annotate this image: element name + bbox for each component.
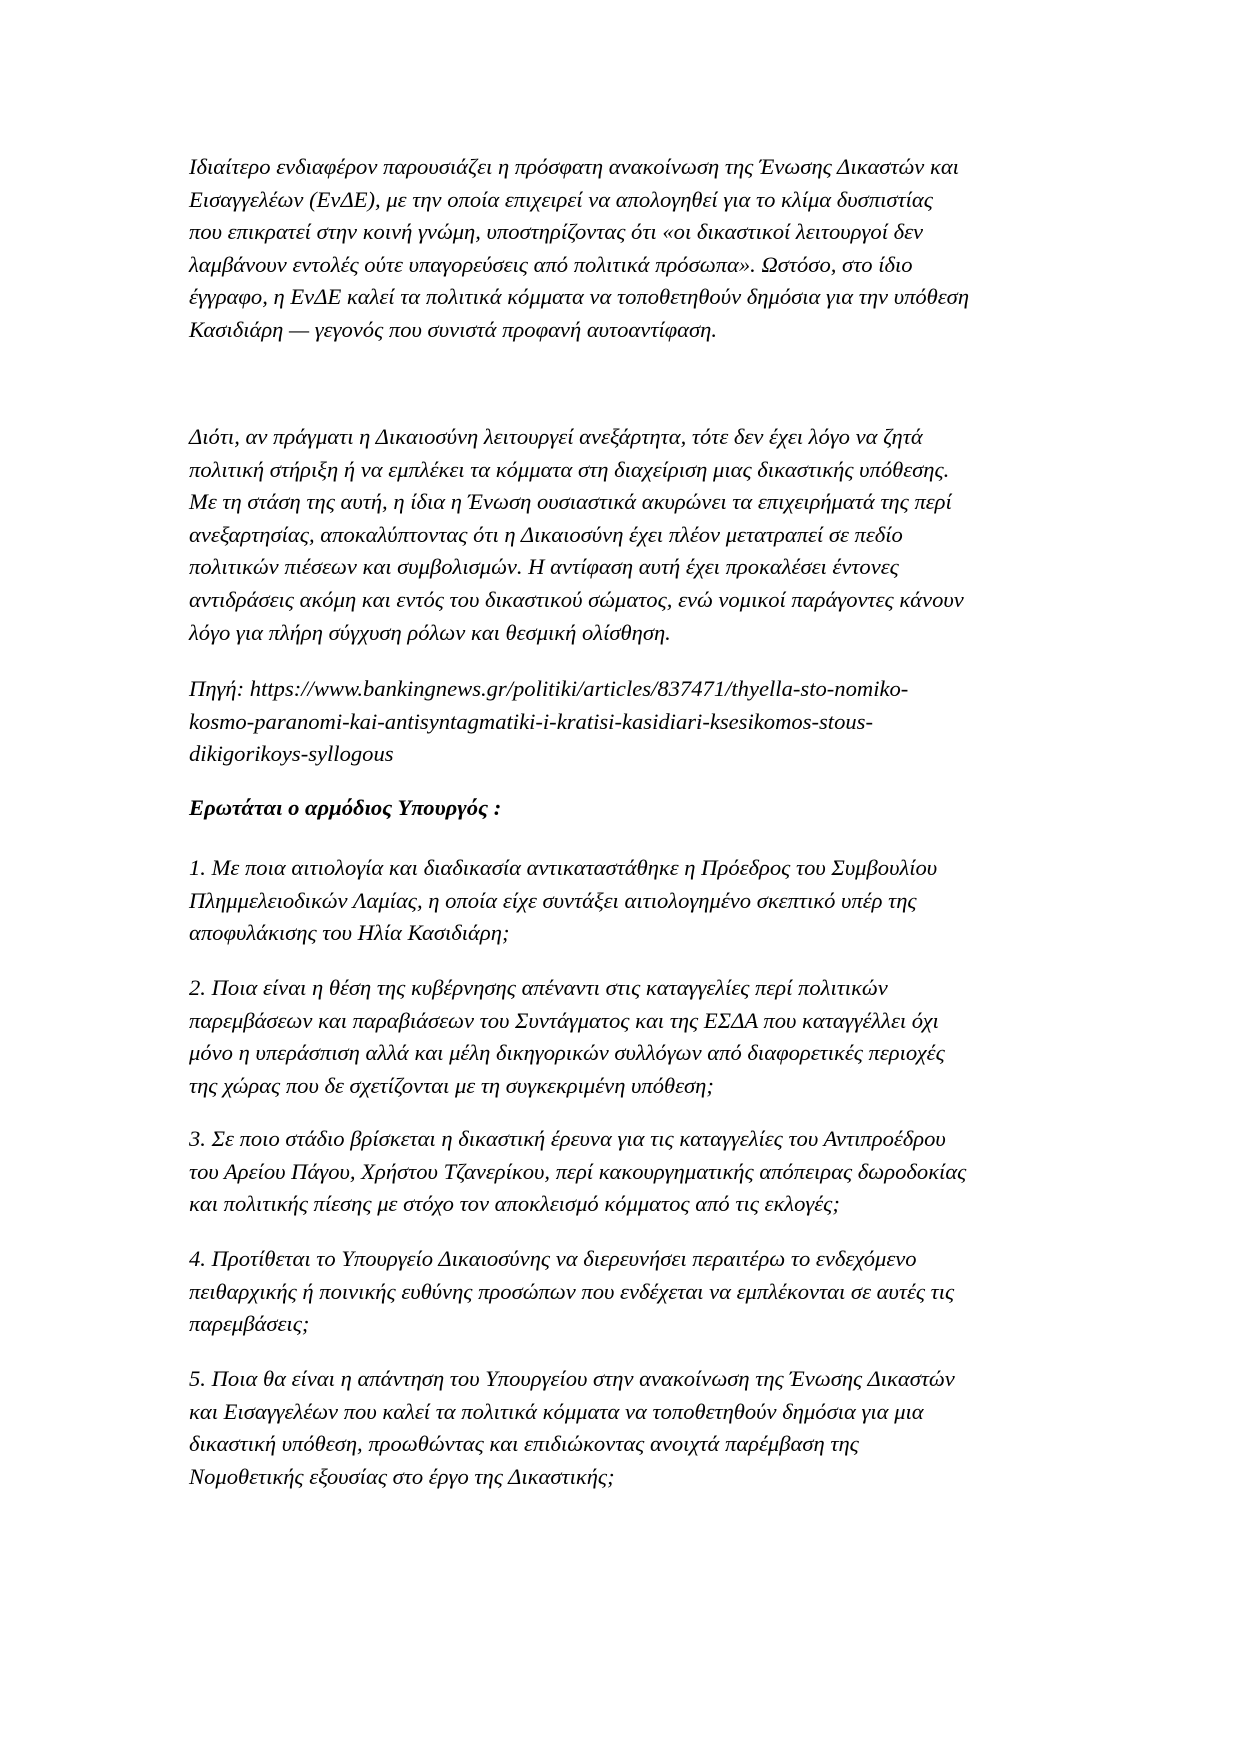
text-line: αντιδράσεις ακόμη και εντός του δικαστικού σώματος, ενώ νομικοί παράγοντες κάνουν bbox=[189, 586, 964, 612]
text-line: και πολιτικής πίεσης με στόχο τον αποκλεισμό κόμματος από τις εκλογές; bbox=[189, 1191, 840, 1217]
question-4 bbox=[189, 1243, 1069, 1341]
argument-paragraph bbox=[189, 421, 1069, 649]
question-3 bbox=[189, 1123, 1069, 1221]
text-line: Νομοθετικής εξουσίας στο έργο της Δικαστικής; bbox=[189, 1463, 615, 1489]
text-line: λαμβάνουν εντολές ούτε υπαγορεύσεις από πολιτικά πρόσωπα». Ωστόσο, στο ίδιο bbox=[189, 251, 913, 277]
text-line: του Αρείου Πάγου, Χρήστου Τζανερίκου, περί κακουργηματικής απόπειρας δωροδοκίας bbox=[189, 1158, 967, 1184]
source-link-line: dikigorikoys-syllogous bbox=[189, 741, 394, 767]
text-line: παρεμβάσεων και παραβιάσεων του Συντάγματος και της ΕΣΔΑ που καταγγέλλει όχι bbox=[189, 1007, 939, 1033]
heading-line: Ερωτάται ο αρμόδιος Υπουργός : bbox=[189, 795, 502, 820]
text-line: Κασιδιάρη — γεγονός που συνιστά προφανή αυτοαντίφαση. bbox=[189, 316, 718, 342]
question-1 bbox=[189, 852, 1069, 950]
text-line: παρεμβάσεις; bbox=[189, 1311, 310, 1337]
text-line: 2. Ποια είναι η θέση της κυβέρνησης απέναντι στις καταγγελίες περί πολιτικών bbox=[189, 975, 888, 1000]
questions-heading bbox=[189, 792, 1069, 825]
text-line: πολιτικών πιέσεων και συμβολισμών. Η αντίφαση αυτή έχει προκαλέσει έντονες bbox=[189, 554, 899, 580]
text-line: λόγο για πλήρη σύγχυση ρόλων και θεσμική ολίσθηση. bbox=[189, 619, 671, 645]
question-5 bbox=[189, 1363, 1069, 1493]
text-line: Με τη στάση της αυτή, η ίδια η Ένωση ουσιαστικά ακυρώνει τα επιχειρήματά της περί bbox=[189, 489, 952, 515]
source-paragraph bbox=[189, 673, 1069, 771]
text-line: 5. Ποια θα είναι η απάντηση του Υπουργείου στην ανακοίνωση της Ένωσης Δικαστών bbox=[189, 1366, 955, 1391]
text-line: Πλημμελειοδικών Λαμίας, η οποία είχε συντάξει αιτιολογημένο σκεπτικό υπέρ της bbox=[189, 887, 917, 913]
text-line: πολιτική στήριξη ή να εμπλέκει τα κόμματα στη διαχείριση μιας δικαστικής υπόθεσης. bbox=[189, 456, 950, 482]
text-line: δικαστική υπόθεση, προωθώντας και επιδιώκοντας ανοιχτά παρέμβαση της bbox=[189, 1431, 859, 1457]
text-line: που επικρατεί στην κοινή γνώμη, υποστηρίζοντας ότι «οι δικαστικοί λειτουργοί δεν bbox=[189, 219, 924, 245]
question-2 bbox=[189, 972, 1069, 1102]
text-line: αποφυλάκισης του Ηλία Κασιδιάρη; bbox=[189, 920, 510, 946]
text-line: Διότι, αν πράγματι η Δικαιοσύνη λειτουργεί ανεξάρτητα, τότε δεν έχει λόγο να ζητά bbox=[189, 424, 923, 449]
text-line: της χώρας που δε σχετίζονται με τη συγκεκριμένη υπόθεση; bbox=[189, 1072, 714, 1098]
text-line: 3. Σε ποιο στάδιο βρίσκεται η δικαστική έρευνα για τις καταγγελίες του Αντιπροέδρου bbox=[189, 1126, 946, 1151]
text-line: 1. Με ποια αιτιολογία και διαδικασία αντικαταστάθηκε η Πρόεδρος του Συμβουλίου bbox=[189, 855, 938, 880]
text-line: Εισαγγελέων (ΕνΔΕ), με την οποία επιχειρεί να απολογηθεί για το κλίμα δυσπιστίας bbox=[189, 186, 933, 212]
text-line: και Εισαγγελέων που καλεί τα πολιτικά κόμματα να τοποθετηθούν δημόσια για μια bbox=[189, 1398, 924, 1424]
text-line: πειθαρχικής ή ποινικής ευθύνης προσώπων που ενδέχεται να εμπλέκονται σε αυτές τις bbox=[189, 1278, 955, 1304]
intro-paragraph bbox=[189, 151, 1069, 347]
source-link-line: Πηγή: https://www.bankingnews.gr/politiki/articles/837471/thyella-sto-nomiko- bbox=[189, 676, 909, 701]
text-line: Ιδιαίτερο ενδιαφέρον παρουσιάζει η πρόσφατη ανακοίνωση της Ένωσης Δικαστών και bbox=[189, 154, 959, 179]
text-line: έγγραφο, η ΕνΔΕ καλεί τα πολιτικά κόμματα να τοποθετηθούν δημόσια για την υπόθεση bbox=[189, 284, 970, 310]
source-link-line: kosmo-paranomi-kai-antisyntagmatiki-i-kratisi-kasidiari-ksesikomos-stous- bbox=[189, 708, 873, 734]
text-line: ανεξαρτησίας, αποκαλύπτοντας ότι η Δικαιοσύνη έχει πλέον μετατραπεί σε πεδίο bbox=[189, 521, 903, 547]
text-line: μόνο η υπεράσπιση αλλά και μέλη δικηγορικών συλλόγων από διαφορετικές περιοχές bbox=[189, 1040, 945, 1066]
text-line: 4. Προτίθεται το Υπουργείο Δικαιοσύνης να διερευνήσει περαιτέρω το ενδεχόμενο bbox=[189, 1246, 917, 1271]
